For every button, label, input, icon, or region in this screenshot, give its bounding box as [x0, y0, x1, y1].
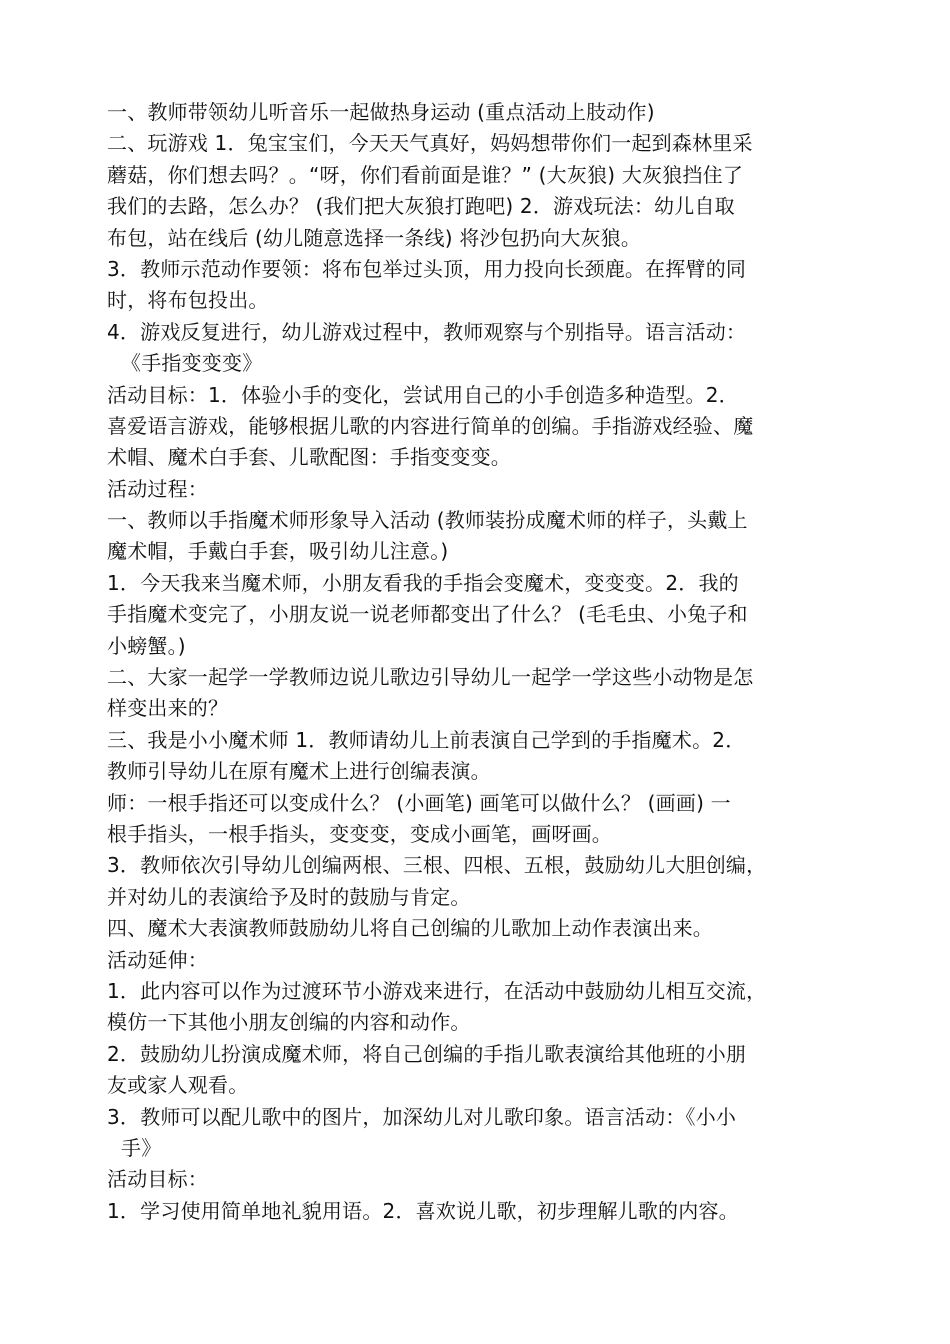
document-body: [107, 97, 859, 1227]
text-line: 小螃蟹。): [107, 633, 186, 658]
text-line: 4．游戏反复进行，幼儿游戏过程中，教师观察与个别指导。语言活动：: [107, 319, 747, 344]
text-line: 一、教师以手指魔术师形象导入活动 (教师装扮成魔术师的样子，头戴上: [107, 508, 748, 533]
text-line: 《手指变变变》: [121, 351, 263, 376]
text-line: 友或家人观看。: [107, 1073, 249, 1098]
text-line: 3．教师依次引导幼儿创编两根、三根、四根、五根，鼓励幼儿大胆创编，: [107, 853, 767, 878]
text-line: 3．教师可以配儿歌中的图片，加深幼儿对儿歌印象。语言活动：《小小: [107, 1104, 737, 1129]
text-line: 时，将布包投出。: [107, 288, 269, 313]
text-line: 活动目标：1．体验小手的变化，尝试用自己的小手创造多种造型。2．: [107, 382, 739, 407]
text-line: 二、玩游戏 1．兔宝宝们，今天天气真好，妈妈想带你们一起到森林里采: [107, 131, 753, 156]
text-line: 2．鼓励幼儿扮演成魔术师，将自己创编的手指儿歌表演给其他班的小朋: [107, 1041, 747, 1066]
text-line: 师：一根手指还可以变成什么？ (小画笔) 画笔可以做什么？ (画画) 一: [107, 790, 731, 815]
text-line: 四、魔术大表演教师鼓励幼儿将自己创编的儿歌加上动作表演出来。: [107, 916, 713, 941]
text-line: 蘑菇，你们想去吗？。“呀，你们看前面是谁？” (大灰狼) 大灰狼挡住了: [107, 162, 744, 187]
text-line: 喜爱语言游戏，能够根据儿歌的内容进行简单的创编。手指游戏经验、魔: [107, 413, 754, 438]
text-line: 三、我是小小魔术师 1．教师请幼儿上前表演自己学到的手指魔术。2．: [107, 727, 746, 752]
text-line: 样变出来的？: [107, 696, 229, 721]
text-line: 并对幼儿的表演给予及时的鼓励与肯定。: [107, 884, 471, 909]
text-line: 手》: [121, 1135, 162, 1160]
text-line: 1．学习使用简单地礼貌用语。2．喜欢说儿歌，初步理解儿歌的内容。: [107, 1198, 739, 1223]
text-line: 根手指头，一根手指头，变变变，变成小画笔，画呀画。: [107, 821, 612, 846]
section-heading: 活动延伸：: [107, 947, 208, 972]
text-line: 二、大家一起学一学教师边说儿歌边引导幼儿一起学一学这些小动物是怎: [107, 665, 754, 690]
section-heading: 活动目标：: [107, 1167, 208, 1192]
text-line: 魔术帽，手戴白手套，吸引幼儿注意。): [107, 539, 449, 564]
text-line: 我们的去路，怎么办？ (我们把大灰狼打跑吧) 2．游戏玩法：幼儿自取: [107, 194, 735, 219]
text-line: 3．教师示范动作要领：将布包举过头顶，用力投向长颈鹿。在挥臂的同: [107, 256, 747, 281]
text-line: 1．今天我来当魔术师，小朋友看我的手指会变魔术，变变变。2．我的: [107, 570, 739, 595]
text-line: 1．此内容可以作为过渡环节小游戏来进行，在活动中鼓励幼儿相互交流，: [107, 978, 767, 1003]
text-line: 一、教师带领幼儿听音乐一起做热身运动 (重点活动上肢动作): [107, 100, 655, 124]
text-line: 手指魔术变完了，小朋友说一说老师都变出了什么？ (毛毛虫、小兔子和: [107, 602, 748, 627]
text-line: 术帽、魔术白手套、儿歌配图：手指变变变。: [107, 445, 511, 470]
text-line: 教师引导幼儿在原有魔术上进行创编表演。: [107, 759, 491, 784]
section-heading: 活动过程：: [107, 476, 208, 501]
text-line: 布包，站在线后 (幼儿随意选择一条线) 将沙包扔向大灰狼。: [107, 225, 642, 250]
text-line: 模仿一下其他小朋友创编的内容和动作。: [107, 1010, 471, 1035]
